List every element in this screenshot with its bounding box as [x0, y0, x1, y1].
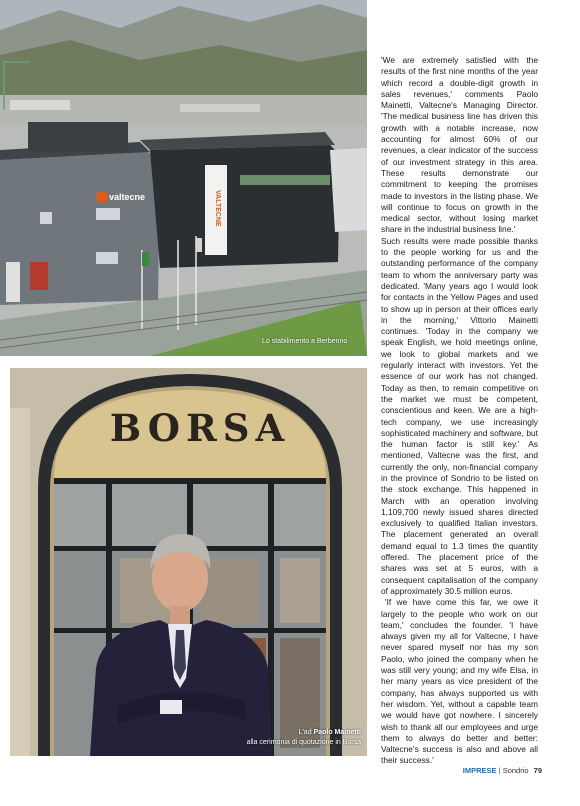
vertical-sign-text: VALTECNE	[214, 190, 221, 227]
borsa-photo-caption	[247, 728, 361, 748]
caption-prefix: L'ad	[298, 729, 312, 736]
borsa-photo	[10, 368, 367, 756]
page-number: 79	[533, 766, 542, 775]
borsa-sign: BORSA	[109, 406, 291, 450]
footer-separator: |	[498, 766, 501, 775]
factory-photo-caption: Lo stabilimento a Berbenno	[262, 338, 348, 345]
page-footer	[462, 766, 542, 775]
article-paragraph-1: 'We are extremely satisfied with the results of the first nine months of the year which record a double-digit growth in sales revenues,' comments Paolo Mainetti, Valtecne's Managing Director. 'The medical business line has driven this growth with a notable increase, now accounting for almost 60% of our revenues, a clear indicator of the success of our investment strategy in this area. These results demonstrate our commitment to keeping the promises made to investors in the listing phase. We will continue to focus on growth in the medical sector, without losing market share in the industrial business line.'	[381, 55, 538, 235]
article-paragraph-2: Such results were made possible thanks to the people working for us and the outstanding performance of the company team to whom the anniversary party was dedicated. 'Many years ago I would look for contacts in the Yellow Pages and used to show up in person at their offices early in the morning,' Vittorio Mainetti continues. 'Today in the company we speak English, we hold meetings online, we look to global markets and we regularly interact with investors. Yet the essence of our work has not changed. Today as then, to remain competitive on the market we must be competent, conscientious and keen. We are a high-tech company, we use increasingly sophisticated machinery and software, but the human factor is still key.' As mentioned, Valtecne was the first, and currently the only, non-financial company in the province of Sondrio to be listed on the stock exchange. This happened in March with an operation involving 1,109,700 newly issued shares directed exclusively to qualified Italian investors. The placement generated an overall demand equal to 1.3 times the quantity offered. The placement price of the shares was set at 5 euros, with a consequent capitalisation of the company of approximately 30.5 million euros.	[381, 235, 538, 596]
valtecne-logo-text: valtecne	[109, 192, 146, 202]
article-body	[381, 55, 538, 767]
caption-line-2: alla cerimonia di quotazione in Borsa	[246, 739, 361, 746]
footer-section: IMPRESE	[462, 766, 497, 775]
factory-illustration	[0, 0, 367, 356]
footer-place: Sondrio	[502, 766, 529, 775]
factory-photo	[0, 0, 367, 356]
caption-name: Paolo Mainetti	[313, 729, 361, 736]
article-paragraph-3: 'If we have come this far, we owe it largely to the people who work on our team,' concludes the founder. 'I have always given my all for Valtecne, I have never spared myself nor has my son Paolo, who joined the company when he was still very young; and my wife Elsa, in her many years as vice president of the company, has always supported us with her wisdom. Yet, without a capable team we would have got nowhere. I sincerely wish to thank all our employees and urge them to always do better and better: Valtecne's success is also and above all their success.'	[381, 597, 538, 766]
